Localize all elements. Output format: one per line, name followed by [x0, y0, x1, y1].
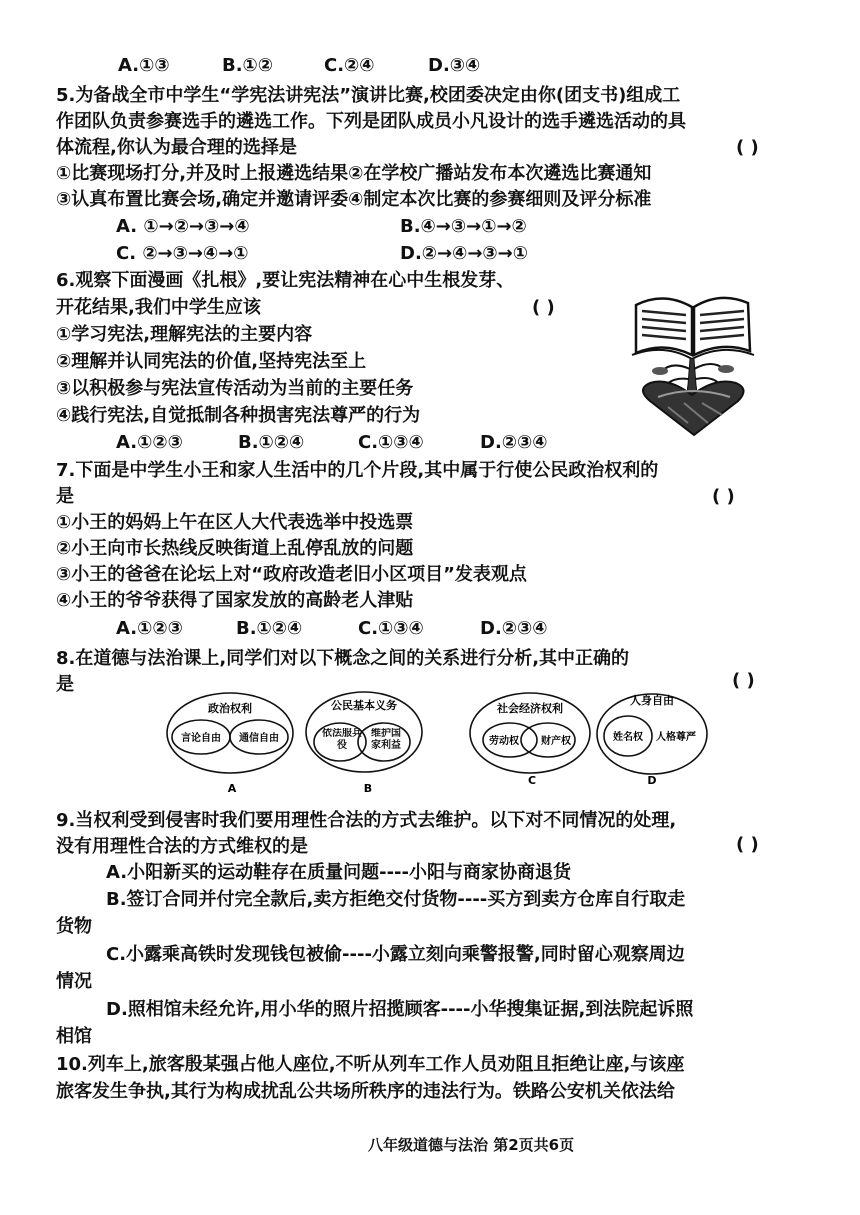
q8-a-outer-label: 政治权利 — [208, 702, 252, 715]
q10-stem-line2: 旅客发生争执,其行为构成扰乱公共场所秩序的违法行为。铁路公安机关依法给 — [56, 1081, 675, 1102]
q8-stem-line1: 8.在道德与法治课上,同学们对以下概念之间的关系进行分析,其中正确的 — [56, 648, 630, 669]
q9-option-b-line2: 货物 — [56, 916, 92, 937]
q8-c-left-label: 劳动权 — [489, 736, 519, 747]
q8-diagram-d — [597, 693, 707, 787]
q6-option-b: B.①②④ — [238, 432, 305, 453]
q7-answer-blank: ( ) — [712, 486, 735, 507]
q6-option-d: D.②③④ — [480, 432, 548, 453]
q8-diagram-b — [306, 692, 422, 795]
q8-b-right-label: 维护国家利益 — [371, 728, 401, 751]
page-footer: 八年级道德与法治 第2页共6页 — [368, 1136, 575, 1154]
q6-answer-blank: ( ) — [532, 297, 555, 318]
q6-item-1: ①学习宪法,理解宪法的主要内容 — [56, 324, 313, 345]
q7-option-d: D.②③④ — [480, 618, 548, 639]
q9-stem-line1: 9.当权利受到侵害时我们要用理性合法的方式去维护。以下对不同情况的处理, — [56, 810, 677, 831]
q6-item-3: ③以积极参与宪法宣传活动为当前的主要任务 — [56, 378, 414, 399]
q6-item-4: ④践行宪法,自觉抵制各种损害宪法尊严的行为 — [56, 405, 421, 426]
q8-d-outer-label: 人身自由 — [630, 694, 674, 707]
q6-option-c: C.①③④ — [358, 432, 424, 453]
q8-d-right-label: 人格尊严 — [656, 732, 696, 743]
q7-option-c: C.①③④ — [358, 618, 424, 639]
q10-stem-line1: 10.列车上,旅客殷某强占他人座位,不听从列车工作人员劝阻且拒绝让座,与该座 — [56, 1054, 685, 1075]
q4-option-a: A.①③ — [118, 55, 170, 76]
q7-stem-line2: 是 — [56, 486, 74, 507]
q8-b-outer-label: 公民基本义务 — [331, 699, 397, 712]
q8-diagrams — [0, 690, 860, 800]
q7-item-3: ③小王的爸爸在论坛上对“政府改造老旧小区项目”发表观点 — [56, 564, 527, 585]
q8-c-right-label: 财产权 — [541, 736, 571, 747]
q5-option-a: A. ①→②→③→④ — [116, 216, 250, 237]
book-tree-heart-icon — [628, 285, 760, 440]
q8-c-outer-label: 社会经济权利 — [497, 702, 563, 715]
q5-option-d: D.②→④→③→① — [400, 243, 528, 264]
q9-option-a: A.小阳新买的运动鞋存在质量问题----小阳与商家协商退货 — [106, 862, 571, 883]
q9-option-b-line1: B.签订合同并付完全款后,卖方拒绝交付货物----买方到卖方仓库自行取走 — [106, 889, 686, 910]
q4-option-d: D.③④ — [428, 55, 481, 76]
q8-diagram-c — [470, 693, 590, 787]
q4-option-c: C.②④ — [324, 55, 375, 76]
q7-item-2: ②小王向市长热线反映街道上乱停乱放的问题 — [56, 538, 414, 559]
q8-diagram-a — [167, 693, 293, 795]
q7-item-4: ④小王的爷爷获得了国家发放的高龄老人津贴 — [56, 590, 414, 611]
q6-stem-line2: 开花结果,我们中学生应该 — [56, 297, 261, 318]
q5-item-1-2: ①比赛现场打分,并及时上报遴选结果②在学校广播站发布本次遴选比赛通知 — [56, 163, 652, 184]
q6-option-a: A.①②③ — [116, 432, 183, 453]
q6-item-2: ②理解并认同宪法的价值,坚持宪法至上 — [56, 351, 367, 372]
q5-stem-line1: 5.为备战全市中学生“学宪法讲宪法”演讲比赛,校团委决定由你(团支书)组成工 — [56, 85, 681, 106]
q8-d-left-label: 姓名权 — [613, 732, 643, 743]
q9-option-c-line2: 情况 — [56, 971, 92, 992]
q9-stem-line2: 没有用理性合法的方式维权的是 — [56, 836, 308, 857]
q5-option-c: C. ②→③→④→① — [116, 243, 249, 264]
q8-b-letter: B — [363, 782, 373, 795]
q8-c-letter: C — [527, 774, 537, 787]
q5-item-3-4: ③认真布置比赛会场,确定并邀请评委④制定本次比赛的参赛细则及评分标准 — [56, 189, 652, 210]
q6-stem-line1: 6.观察下面漫画《扎根》,要让宪法精神在心中生根发芽、 — [56, 270, 515, 291]
q5-option-b: B.④→③→①→② — [400, 216, 527, 237]
q8-a-letter: A — [227, 782, 237, 795]
q5-answer-blank: ( ) — [736, 137, 759, 158]
q7-item-1: ①小王的妈妈上午在区人大代表选举中投选票 — [56, 512, 414, 533]
q8-a-right-label: 通信自由 — [239, 733, 279, 744]
q9-option-c-line1: C.小露乘高铁时发现钱包被偷----小露立刻向乘警报警,同时留心观察周边 — [106, 944, 685, 965]
q5-stem-line2: 作团队负责参赛选手的遴选工作。下列是团队成员小凡设计的选手遴选活动的具 — [56, 111, 686, 132]
q9-option-d-line1: D.照相馆未经允许,用小华的照片招揽顾客----小华搜集证据,到法院起诉照 — [106, 999, 694, 1020]
q7-option-b: B.①②④ — [236, 618, 303, 639]
q8-b-left-label: 依法服兵役 — [322, 728, 362, 751]
q5-stem-line3: 体流程,你认为最合理的选择是 — [56, 137, 297, 158]
q7-option-a: A.①②③ — [116, 618, 183, 639]
q8-answer-blank: ( ) — [732, 670, 755, 691]
q8-a-left-label: 言论自由 — [181, 733, 221, 744]
q4-option-b: B.①② — [222, 55, 274, 76]
q8-d-letter: D — [647, 774, 657, 787]
q9-option-d-line2: 相馆 — [56, 1026, 92, 1047]
q8-stem-line2: 是 — [56, 674, 74, 695]
q7-stem-line1: 7.下面是中学生小王和家人生活中的几个片段,其中属于行使公民政治权利的 — [56, 460, 659, 481]
q9-answer-blank: ( ) — [736, 834, 759, 855]
